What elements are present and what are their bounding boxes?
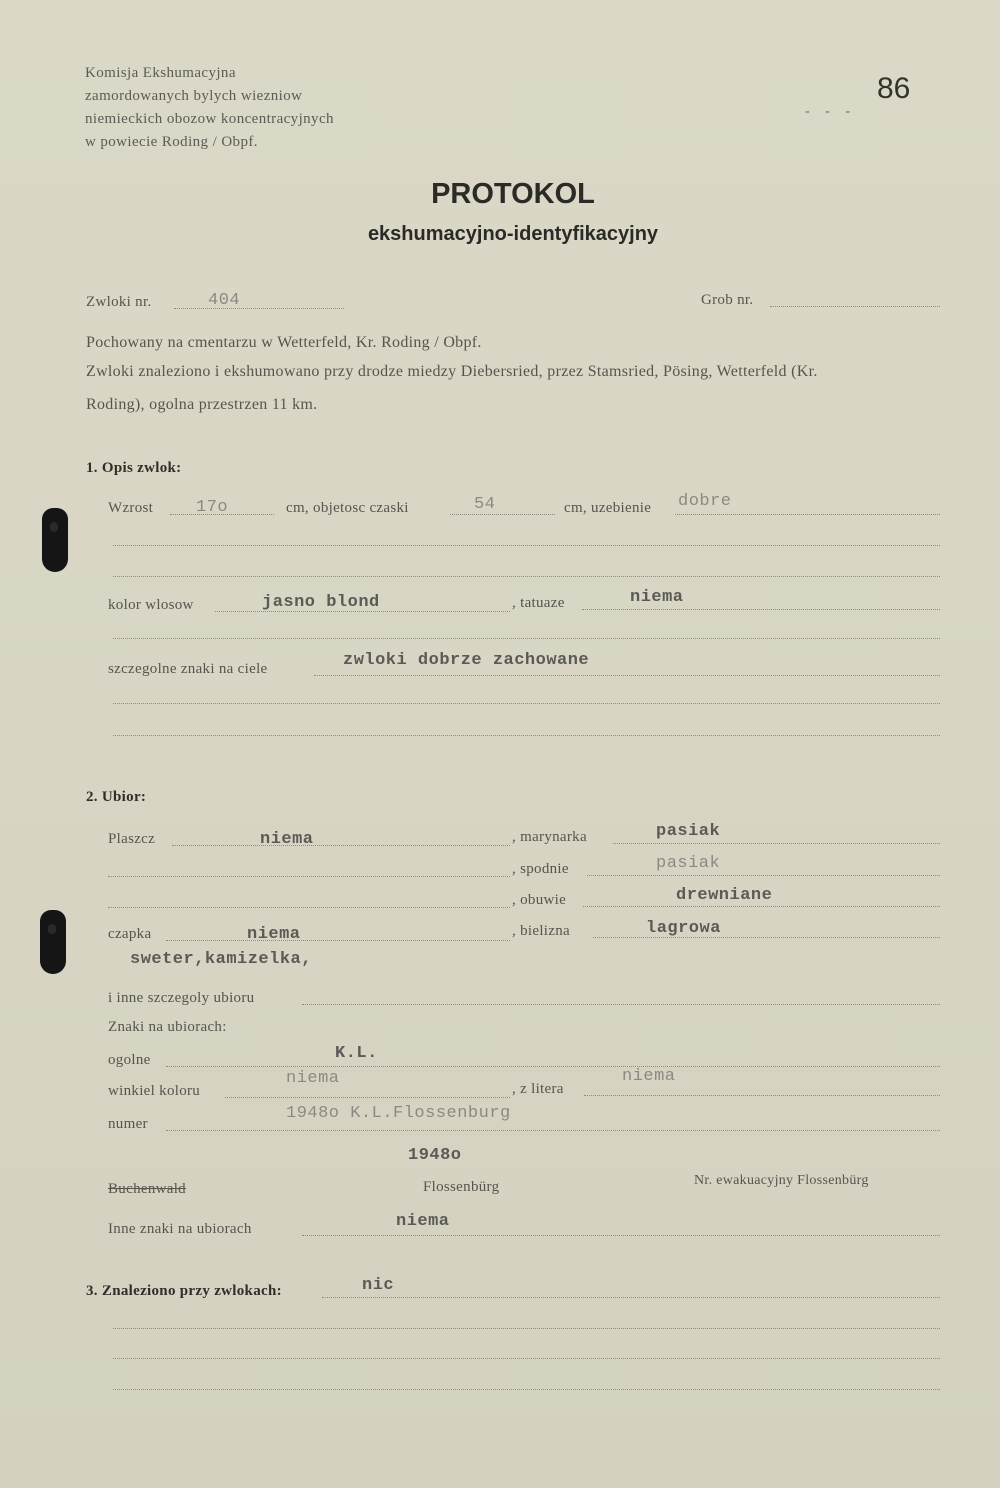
inne-znaki-label: Inne znaki na ubiorach (108, 1221, 252, 1237)
inne-znaki-value: niema (396, 1212, 450, 1231)
binder-clip-top (42, 508, 68, 572)
document-subtitle: ekshumacyjno-identyfikacyjny (367, 223, 659, 245)
inne-szczegoly-label: i inne szczegoly ubioru (108, 990, 255, 1006)
winkiel-value: niema (286, 1069, 340, 1088)
tatuaze-label: , tatuaze (512, 595, 565, 611)
tatuaze-value: niema (630, 588, 684, 607)
extra-clothing-value: sweter,kamizelka, (130, 950, 312, 969)
marynarka-line (613, 843, 940, 844)
spodnie-label: , spodnie (512, 861, 569, 877)
blank-line (113, 638, 940, 639)
grob-line (770, 306, 940, 307)
plaszcz-value: niema (260, 830, 314, 849)
inne-znaki-line (302, 1235, 940, 1236)
blank-line (113, 545, 940, 546)
found-text-line2: Roding), ogolna przestrzen 11 km. (86, 396, 318, 413)
wzrost-label: Wzrost (108, 500, 154, 516)
binder-clip-bottom (40, 910, 66, 974)
winkiel-line (225, 1097, 510, 1098)
section1-heading: 1. Opis zwlok: (86, 460, 182, 476)
blank-line (113, 576, 940, 577)
litera-value: niema (622, 1067, 676, 1086)
section3-heading: 3. Znaleziono przy zwlokach: (86, 1283, 282, 1299)
obuwie-label: , obuwie (512, 892, 567, 908)
institution-line-4: w powiecie Roding / Obpf. (85, 134, 258, 150)
flossenburg-label: Flossenbürg (423, 1179, 500, 1195)
blank-line (108, 907, 510, 908)
ogolne-value: K.L. (335, 1044, 378, 1063)
section3-value: nic (362, 1276, 395, 1295)
ogolne-line (166, 1066, 940, 1067)
czapka-label: czapka (108, 926, 152, 942)
institution-line-1: Komisja Ekshumacyjna (85, 65, 236, 81)
czaszka-line (450, 514, 555, 515)
obuwie-line (583, 906, 940, 907)
numer-value: 1948o K.L.Flossenburg (286, 1104, 511, 1123)
institution-line-3: niemieckich obozow koncentracyjnych (85, 111, 334, 127)
czapka-line (166, 940, 510, 941)
numer-value-typed: 1948o (408, 1146, 462, 1165)
section3-line (322, 1297, 940, 1298)
spodnie-value: pasiak (656, 854, 721, 873)
buchenwald-label: Buchenwald (108, 1181, 186, 1197)
numer-label: numer (108, 1116, 148, 1132)
znaki-line (314, 675, 940, 676)
blank-line (113, 1358, 940, 1359)
blank-line (113, 703, 940, 704)
numer-line (166, 1130, 940, 1131)
inne-szczegoly-line (302, 1004, 940, 1005)
czaszka-value: 54 (474, 495, 496, 514)
znaki-label: szczegolne znaki na ciele (108, 661, 268, 677)
uzebienie-value: dobre (678, 492, 732, 511)
obuwie-value: drewniane (676, 886, 773, 905)
institution-line-2: zamordowanych bylych wiezniow (85, 88, 303, 104)
marynarka-value: pasiak (656, 822, 721, 841)
czapka-value: niema (247, 925, 301, 944)
plaszcz-line (172, 845, 510, 846)
document-title: PROTOKOL (431, 178, 595, 210)
uzebienie-line (675, 514, 940, 515)
blank-line (113, 1389, 940, 1390)
bielizna-value: lagrowa (646, 919, 721, 938)
found-text-line1: Zwloki znaleziono i ekshumowano przy drodze miedzy Diebersried, przez Stamsried, Pösing, Wetterfeld (Kr. (86, 363, 818, 380)
zwloki-label: Zwloki nr. (86, 294, 152, 310)
zwloki-value: 404 (208, 291, 241, 310)
wzrost-value: 17o (196, 498, 229, 517)
tatuaze-line (582, 609, 940, 610)
uzebienie-label: cm, uzebienie (564, 500, 652, 516)
ewakuacyjny-label: Nr. ewakuacyjny Flossenbürg (694, 1173, 869, 1188)
blank-line (113, 735, 940, 736)
wlosy-value: jasno blond (262, 593, 380, 612)
grob-label: Grob nr. (701, 292, 754, 308)
wlosy-label: kolor wlosow (108, 597, 194, 613)
plaszcz-label: Plaszcz (108, 831, 156, 847)
marynarka-label: , marynarka (512, 829, 587, 845)
spodnie-line (587, 875, 940, 876)
czaszka-label: cm, objetosc czaski (286, 500, 409, 516)
page-number: 86 (877, 72, 911, 105)
litera-line (584, 1095, 940, 1096)
znaki-value: zwloki dobrze zachowane (343, 651, 590, 670)
litera-label: , z litera (512, 1081, 564, 1097)
dash-marks: - - - (805, 104, 856, 119)
bielizna-label: , bielizna (512, 923, 570, 939)
blank-line (113, 1328, 940, 1329)
winkiel-label: winkiel koloru (108, 1083, 201, 1099)
blank-line (108, 876, 510, 877)
znaki-na-ubiorach-label: Znaki na ubiorach: (108, 1019, 227, 1035)
pochowany-text: Pochowany na cmentarzu w Wetterfeld, Kr. Roding / Obpf. (86, 334, 482, 351)
zwloki-line (174, 308, 344, 309)
ogolne-label: ogolne (108, 1052, 151, 1068)
section2-heading: 2. Ubior: (86, 789, 147, 805)
